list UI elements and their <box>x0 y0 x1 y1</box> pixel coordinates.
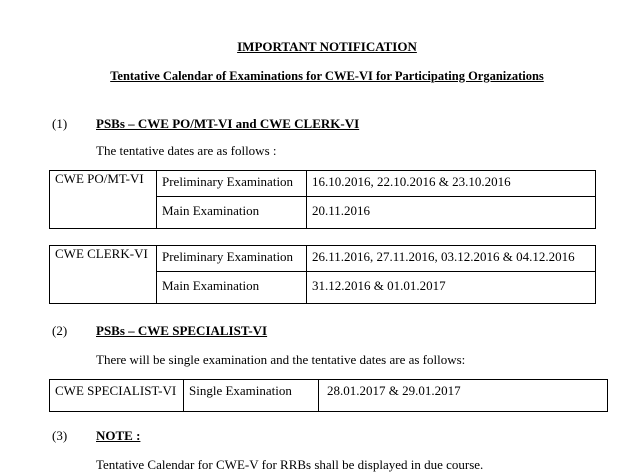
clerk-prelim-dates: 26.11.2016, 27.11.2016, 03.12.2016 & 04.12.2016 <box>307 246 596 272</box>
specialist-dates: 28.01.2017 & 29.01.2017 <box>319 380 608 412</box>
clerk-main-dates: 31.12.2016 & 01.01.2017 <box>307 272 596 304</box>
po-prelim-dates: 16.10.2016, 22.10.2016 & 23.10.2016 <box>307 171 596 197</box>
clerk-exam-table <box>49 245 596 304</box>
section-2-number: (2) <box>52 323 68 338</box>
po-group-cell: CWE PO/MT-VI <box>50 171 157 229</box>
section-3-note-text: Tentative Calendar for CWE-V for RRBs shall be displayed in due course. <box>96 457 484 472</box>
section-2-heading: PSBs – CWE SPECIALIST-VI <box>96 323 268 338</box>
specialist-group-cell: CWE SPECIALIST-VI <box>50 380 184 412</box>
section-1-heading: PSBs – CWE PO/MT-VI and CWE CLERK-VI <box>96 116 360 131</box>
section-3-heading: NOTE : <box>96 428 141 443</box>
po-exam-table <box>49 170 596 229</box>
po-prelim-exam: Preliminary Examination <box>157 171 307 197</box>
page-title: IMPORTANT NOTIFICATION <box>237 39 417 54</box>
section-3-number: (3) <box>52 428 68 443</box>
clerk-main-exam: Main Examination <box>157 272 307 304</box>
section-1-number: (1) <box>52 116 68 131</box>
po-main-exam: Main Examination <box>157 197 307 229</box>
section-1-intro: The tentative dates are as follows : <box>96 143 277 158</box>
po-main-dates: 20.11.2016 <box>307 197 596 229</box>
page-subtitle: Tentative Calendar of Examinations for CWE-VI for Participating Organizations <box>110 69 544 83</box>
specialist-exam-table <box>49 379 608 412</box>
clerk-prelim-exam: Preliminary Examination <box>157 246 307 272</box>
clerk-group-cell: CWE CLERK-VI <box>50 246 157 304</box>
specialist-exam: Single Examination <box>184 380 319 412</box>
section-2-intro: There will be single examination and the tentative dates are as follows: <box>96 352 466 367</box>
